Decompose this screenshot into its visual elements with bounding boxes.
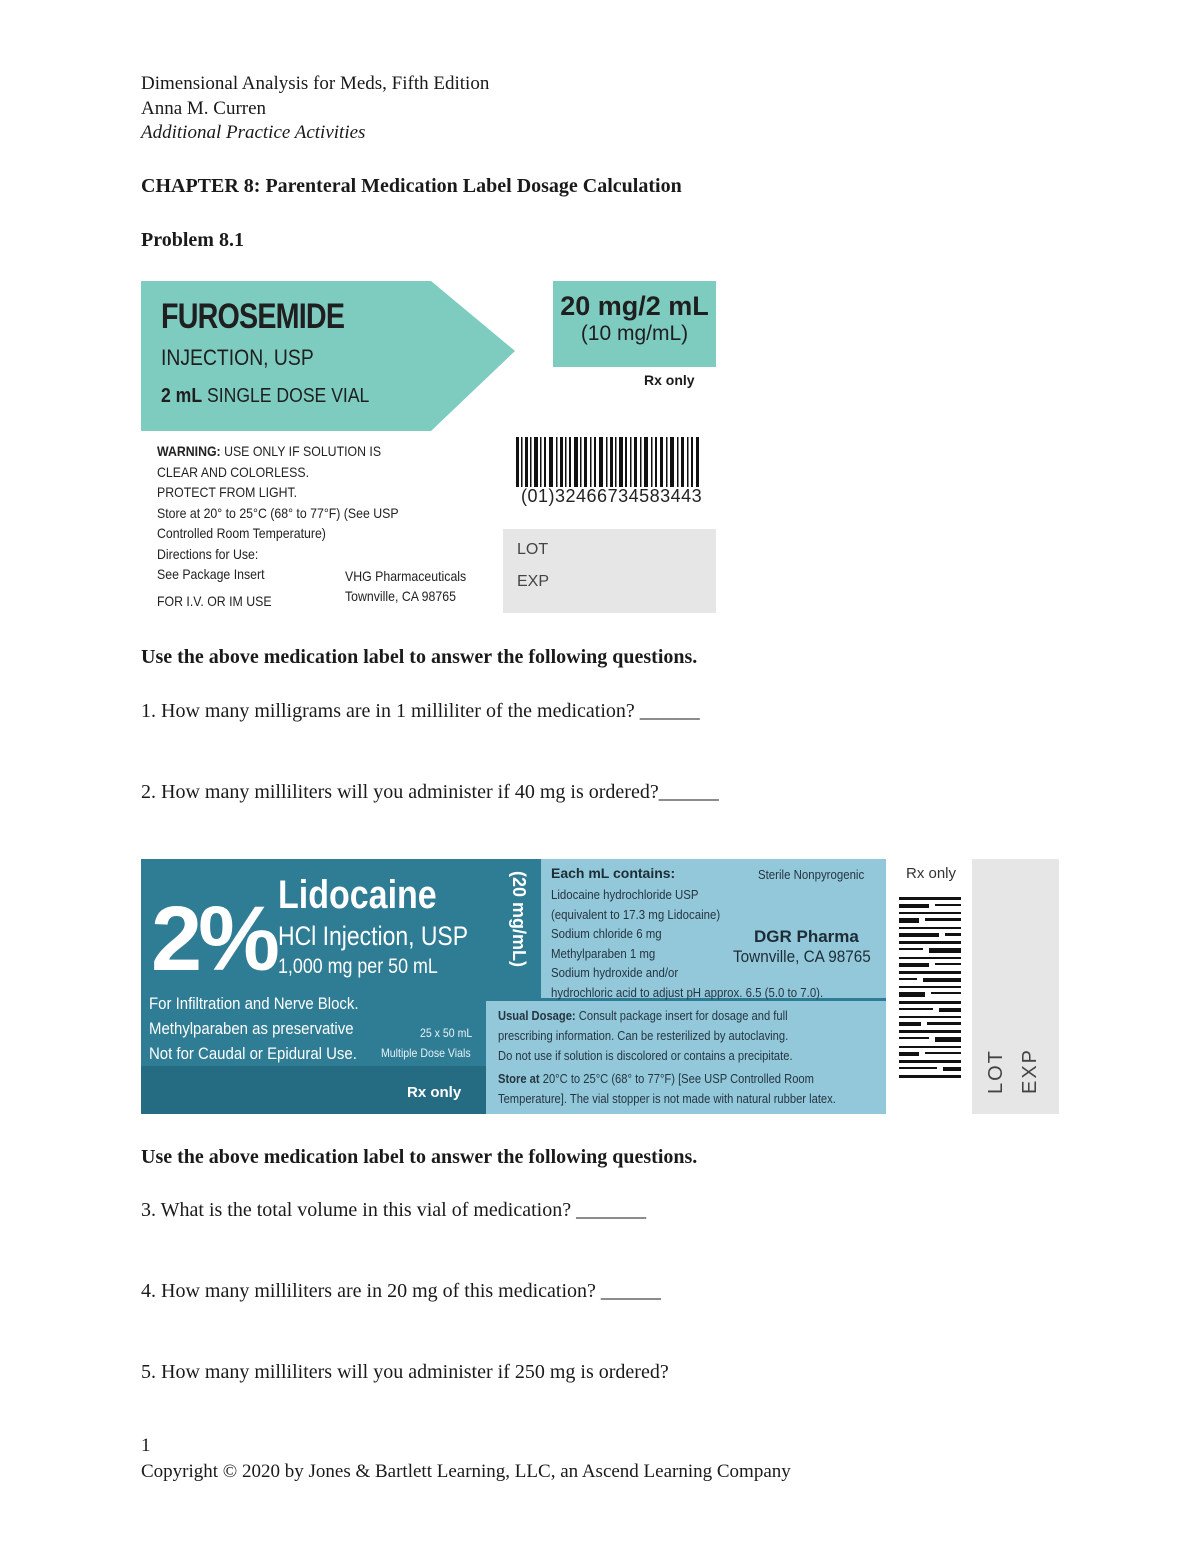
instruction-1: Use the above medication label to answer the following questions. — [141, 646, 698, 668]
lido-name: Lidocaine — [278, 873, 437, 917]
lidocaine-label — [141, 859, 1059, 1114]
lido-form: HCl Injection, USP — [278, 921, 469, 951]
drug-name: FUROSEMIDE — [161, 297, 345, 336]
lido-city: Townville, CA 98765 — [733, 947, 871, 966]
barcode-number: (01)32466734583443 — [521, 486, 703, 506]
lido-exp-label: EXP — [1019, 1047, 1041, 1094]
strength: 20 mg/2 mL — [560, 291, 709, 321]
furosemide-barcode — [516, 437, 702, 487]
manufacturer: VHG Pharmaceuticals Townville, CA 98765 — [345, 568, 467, 604]
lido-rx-top: Rx only — [906, 865, 957, 882]
author-name: Anna M. Curren — [141, 98, 267, 119]
lot-label: LOT — [517, 541, 549, 558]
chapter-title: CHAPTER 8: Parenteral Medication Label Dosage Calculation — [141, 175, 682, 197]
drug-form: INJECTION, USP — [161, 345, 314, 370]
lido-lot-label: LOT — [985, 1049, 1007, 1094]
question-3: 3. What is the total volume in this vial of medication? _______ — [141, 1199, 647, 1221]
lido-dosage-text: Usual Dosage: Consult package insert for dosage and full prescribing information. Can be resterilized by autoclaving. Do not use if solution is discolored or contains a precipitate. Store at 20°C to 25°C (68° to 77°F) [See USP Controlled Room Temperature]. The vial stopper is not made with natural rubber latex. — [498, 1008, 836, 1106]
instruction-2: Use the above medication label to answer the following questions. — [141, 1146, 698, 1168]
exp-label: EXP — [517, 573, 550, 590]
concentration: (10 mg/mL) — [580, 322, 689, 345]
rx-only: Rx only — [644, 372, 695, 388]
lido-rx-bottom: Rx only — [407, 1084, 462, 1101]
furosemide-label — [141, 281, 721, 617]
page-number: 1 — [141, 1435, 151, 1456]
route-text: FOR I.V. OR IM USE — [157, 593, 272, 609]
lido-contains-list: Lidocaine hydrochloride USP (equivalent to 17.3 mg Lidocaine) Sodium chloride 6 mg Methylparaben 1 mg Sodium hydroxide and/or hydrochloric acid to adjust pH approx. 6.5 (5.0 to 7.0). — [551, 887, 824, 1000]
question-1: 1. How many milligrams are in 1 milliliter of the medication? ______ — [141, 700, 700, 722]
book-title: Dimensional Analysis for Meds, Fifth Edition — [141, 73, 490, 94]
question-2: 2. How many milliliters will you administer if 40 mg is ordered?______ — [141, 781, 719, 803]
lido-barcode — [899, 897, 961, 1083]
copyright: Copyright © 2020 by Jones & Bartlett Learning, LLC, an Ascend Learning Company — [141, 1461, 791, 1482]
question-4: 4. How many milliliters are in 20 mg of this medication? ______ — [141, 1280, 661, 1302]
lido-contains-title: Each mL contains: — [551, 865, 676, 881]
subtitle: Additional Practice Activities — [141, 122, 366, 143]
lot-exp-box — [503, 529, 716, 613]
lido-amount: 1,000 mg per 50 mL — [278, 955, 438, 978]
lido-pack2: Multiple Dose Vials — [381, 1046, 471, 1060]
lido-uses: For Infiltration and Nerve Block. Methylparaben as preservative Not for Caudal or Epidural Use. — [149, 994, 359, 1063]
problem-title: Problem 8.1 — [141, 229, 244, 251]
lido-maker: DGR Pharma — [754, 927, 859, 946]
lido-pack: 25 x 50 mL — [420, 1026, 473, 1040]
vial-size: 2 mL SINGLE DOSE VIAL — [161, 385, 370, 407]
warning-text: WARNING: USE ONLY IF SOLUTION IS CLEAR AND COLORLESS. PROTECT FROM LIGHT. Store at 20° to 25°C (68° to 77°F) (See USP Controlled Room Temperature) Directions for Use: See Package Insert — [157, 443, 399, 582]
lido-vertical-text: (20 mg/mL) — [509, 871, 529, 968]
question-5: 5. How many milliliters will you administer if 250 mg is ordered? — [141, 1361, 669, 1383]
strength-box — [553, 281, 716, 367]
lido-sterile: Sterile Nonpyrogenic — [758, 867, 865, 882]
lido-percent: 2% — [151, 888, 276, 990]
